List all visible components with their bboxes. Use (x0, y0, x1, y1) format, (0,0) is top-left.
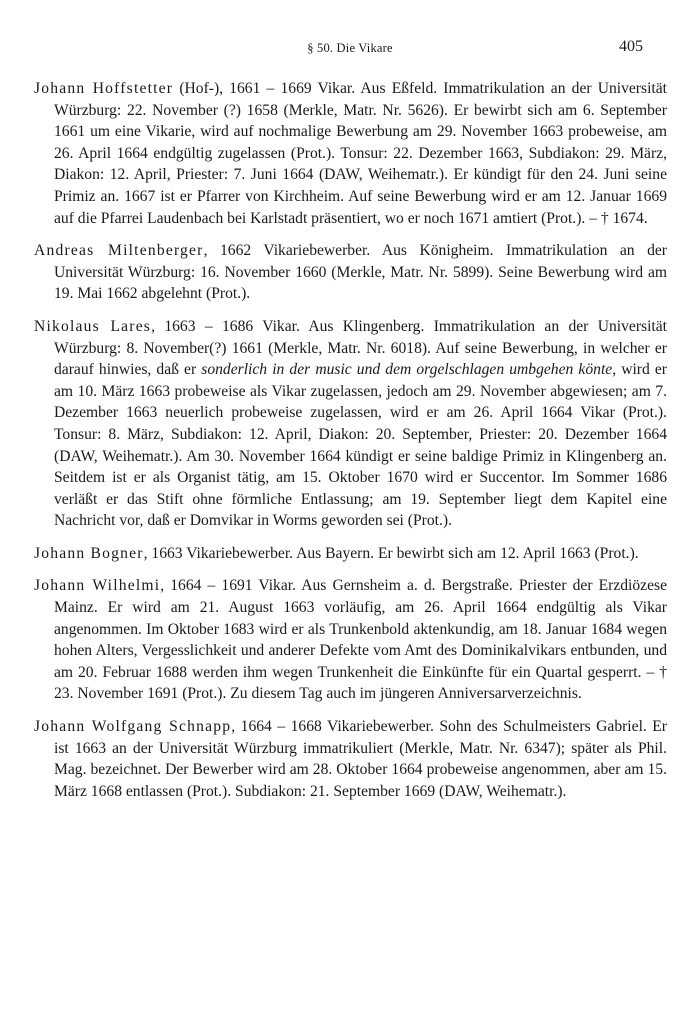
entry-bogner (34, 543, 667, 565)
entry-name: Andreas Miltenberger (34, 242, 204, 260)
entry-name: Johann Wolfgang Schnapp (34, 718, 232, 736)
entry-text: , 1664 – 1691 Vikar. Aus Gernsheim a. d. Bergstraße. Priester der Erzdiözese Mainz. Er wird am 21. August 1663 vorläufig, am 26. April 1664 endgültig als Vikar angenommen. Im Oktober 1683 wird er als Trunkenbold aktenkundig, am 18. Januar 1684 wegen hohen Alters, Vergesslichkeit und anderer Defekte vom Amt des Dominikalvikars entbunden, und am 20. Februar 1688 werden ihm wegen Trunkenheit die Einkünfte für ein Quartal gesperrt. – † 23. November 1691 (Prot.). Zu diesem Tag auch im jüngeren Anniversarverzeichnis. (54, 577, 667, 703)
entry-name: Johann Wilhelmi (34, 577, 161, 595)
entry-miltenberger (34, 240, 667, 305)
running-title: § 50. Die Vikare (307, 41, 393, 55)
running-head (0, 38, 700, 60)
entry-text: , 1664 – 1668 Vikariebewerber. Sohn des Schulmeisters Gabriel. Er ist 1663 an der Universität Würzburg immatrikuliert (Merkle, Matr. Nr. 6347); später als Phil. Mag. bezeichnet. Der Bewerber wird am 28. Oktober 1664 probeweise angenommen, aber am 15. März 1668 entlassen (Prot.). Subdiakon: 21. September 1669 (DAW, Weihematr.). (54, 718, 667, 800)
entry-schnapp (34, 716, 667, 802)
entry-list (34, 78, 667, 813)
entry-name: Johann Bogner (34, 544, 144, 562)
entry-wilhelmi (34, 575, 667, 705)
entry-text: , wird er am 10. März 1663 probeweise als Vikar zugelassen, jedoch am 29. November abgewiesen; am 7. Dezember 1663 neuerlich probeweise zugelassen, wird er am 26. April 1664 Vikar (Prot.). Tonsur: 8. März, Subdiakon: 12. April, Diakon: 20. September, Priester: 20. Dezember 1664 (DAW, Weihematr.). Am 30. November 1664 kündigt er seine baldige Primiz in Klingenberg an. Seitdem ist er als Organist tätig, am 15. Oktober 1670 wird er Succentor. Im Sommer 1686 verläßt er das Stift ohne förmliche Entlassung; am 19. September liegt dem Kapitel eine Nachricht vor, daß er Domvikar in Worms geworden sei (Prot.). (54, 361, 668, 530)
entry-text: , 1663 Vikariebewerber. Aus Bayern. Er bewirbt sich am 12. April 1663 (Prot.). (143, 544, 639, 562)
page-number: 405 (619, 38, 643, 55)
entry-text: (Hof-), 1661 – 1669 Vikar. Aus Eßfeld. Immatrikulation an der Universität Würzburg: 22. November (?) 1658 (Merkle, Matr. Nr. 5626). Er bewirbt sich am 6. September 1661 um eine Vikarie, wird auf nochmalige Bewerbung am 29. November 1663 probeweise, am 26. April 1664 endgültig zugelassen (Prot.). Tonsur: 22. Dezember 1663, Subdiakon: 29. März, Diakon: 12. April, Priester: 7. Juni 1664 (DAW, Weihematr.). Er kündigt für den 24. Juni seine Primiz an. 1667 ist er Pfarrer von Kirchheim. Auf seine Bewerbung wird er am 12. Januar 1669 auf die Pfarrei Laudenbach bei Karlstadt präsentiert, wo er noch 1671 amtiert (Prot.). – † 1674. (54, 80, 667, 227)
entry-lares (34, 316, 667, 532)
entry-name: Nikolaus Lares (34, 317, 152, 335)
entry-quote: sonderlich in der music und dem orgelschlagen umbgehen könte (201, 361, 613, 379)
entry-name: Johann Hoffstetter (34, 80, 174, 97)
entry-text: , 1663 – 1686 Vikar. Aus Klingenberg. Immatrikulation an der Universität Würzburg: 8. November(?) 1661 (Merkle, Matr. Nr. 6018). Auf seine Bewerbung, in welcher er darauf hinwies, daß er (54, 317, 668, 379)
entry-hoffstetter (34, 78, 667, 229)
entry-text: , 1662 Vikariebewerber. Aus Königheim. Immatrikulation an der Universität Würzburg: 16. November 1660 (Merkle, Matr. Nr. 5899). Seine Bewerbung wird am 19. Mai 1662 abgelehnt (Prot.). (54, 242, 667, 303)
